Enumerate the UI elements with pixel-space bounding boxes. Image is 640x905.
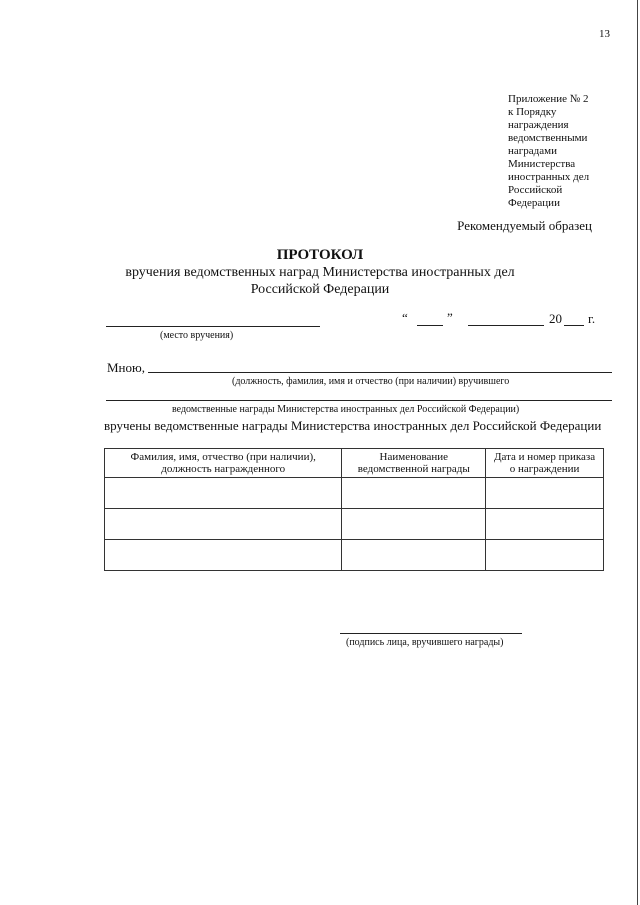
awards-table <box>104 448 604 571</box>
table-cell-recipient[interactable] <box>105 478 342 509</box>
table-cell-order[interactable] <box>486 478 604 509</box>
appendix-note <box>508 93 618 210</box>
place-field-line[interactable] <box>106 326 320 327</box>
table-row <box>105 540 604 571</box>
signature-field-line[interactable] <box>340 633 522 634</box>
header-award-name <box>342 449 486 478</box>
table-cell-award[interactable] <box>342 540 486 571</box>
table-cell-order[interactable] <box>486 509 604 540</box>
header-order <box>486 449 604 478</box>
appendix-line: наградами <box>508 145 557 157</box>
header-order-line-2: о награждении <box>509 463 580 475</box>
page-number: 13 <box>599 28 610 40</box>
presenter-caption-2: ведомственные награды Министерства иностранных дел Российской Федерации) <box>172 404 520 415</box>
header-award-name-line-2: ведомственной награды <box>357 463 470 475</box>
document-subtitle <box>0 264 640 298</box>
table-cell-recipient[interactable] <box>105 509 342 540</box>
appendix-line: ведомственными <box>508 132 588 144</box>
table-cell-award[interactable] <box>342 478 486 509</box>
date-open-quote: “ <box>402 310 408 325</box>
subtitle-line-2: Российской Федерации <box>250 282 390 297</box>
appendix-line: Федерации <box>508 197 560 209</box>
presented-text: вручены ведомственные награды Министерства иностранных дел Российской Федерации <box>104 418 602 433</box>
date-year-field-line[interactable] <box>564 325 584 326</box>
appendix-line: к Порядку <box>508 106 557 118</box>
recommended-sample-label: Рекомендуемый образец <box>457 218 592 233</box>
table-cell-award[interactable] <box>342 509 486 540</box>
presenter-field-line-2[interactable] <box>106 400 612 401</box>
table-header-row <box>105 449 604 478</box>
header-recipient <box>105 449 342 478</box>
table-cell-order[interactable] <box>486 540 604 571</box>
presenter-field-line[interactable] <box>148 372 612 373</box>
header-order-line-1: Дата и номер приказа <box>494 451 596 463</box>
header-recipient-line-2: должность награжденного <box>161 463 286 475</box>
date-year-suffix: г. <box>588 311 596 326</box>
header-award-name-line-1: Наименование <box>379 451 449 463</box>
table-cell-recipient[interactable] <box>105 540 342 571</box>
date-day-field-line[interactable] <box>417 325 443 326</box>
signature-caption: (подпись лица, вручившего награды) <box>346 637 504 648</box>
header-recipient-line-1: Фамилия, имя, отчество (при наличии), <box>130 451 316 463</box>
appendix-line: Приложение № 2 <box>508 93 589 105</box>
presenter-caption: (должность, фамилия, имя и отчество (при наличии) вручившего <box>232 376 510 387</box>
document-title: ПРОТОКОЛ <box>276 247 364 263</box>
place-caption: (место вручения) <box>160 330 234 341</box>
appendix-line: иностранных дел <box>508 171 590 183</box>
date-year-prefix: 20 <box>549 311 562 326</box>
subtitle-line-1: вручения ведомственных наград Министерства иностранных дел <box>125 265 515 280</box>
appendix-line: награждения <box>508 119 569 131</box>
by-me-label: Мною, <box>107 360 145 375</box>
date-close-quote: ” <box>447 310 453 325</box>
page-edge-line <box>637 0 638 905</box>
appendix-line: Российской <box>508 184 563 196</box>
appendix-line: Министерства <box>508 158 576 170</box>
date-month-field-line[interactable] <box>468 325 544 326</box>
table-row <box>105 509 604 540</box>
table-row <box>105 478 604 509</box>
